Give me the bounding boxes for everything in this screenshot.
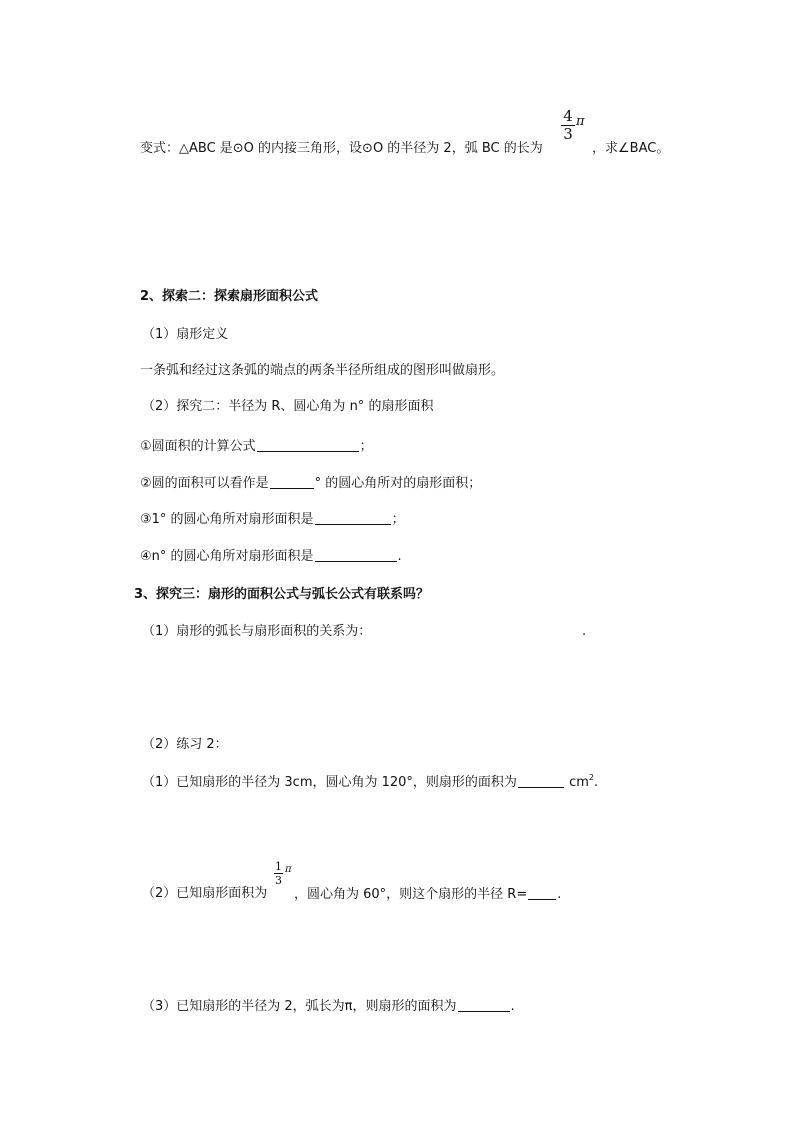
question-2-text: ②圆的面积可以看作是 [140,476,269,491]
question-1 [140,438,373,455]
question-4-end: . [397,549,402,564]
question-2-blank[interactable] [270,475,314,489]
section2-heading: 2、探索二：探索扇形面积公式 [140,289,319,304]
fraction-numerator: 4 [563,107,573,125]
question-4 [140,548,402,565]
fraction-denominator: 3 [563,125,573,143]
practice-2-text: ，圆心角为 60°，则这个扇形的半径 R= [294,887,528,902]
section2-definition: 一条弧和经过这条弧的端点的两条半径所组成的图形叫做扇形。 [140,363,505,378]
practice-1-text: （1）已知扇形的半径为 3cm，圆心角为 120°，则扇形的面积为 [142,775,517,790]
practice-2-end: . [557,887,562,902]
practice-2-rest [294,886,561,903]
variant-prefix: 变式：△ABC 是⊙O 的内接三角形，设⊙O 的半径为 2，弧 BC 的长为 [140,141,543,156]
section3-sub1-end: . [582,624,587,639]
question-3 [140,511,405,528]
question-2-end: ° 的圆心角所对的扇形面积； [314,476,482,491]
question-1-text: ①圆面积的计算公式 [140,439,256,454]
practice-2-blank[interactable] [528,886,556,900]
variant-text-part2: ，求∠BAC。 [592,141,670,156]
practice-2-fraction [274,860,283,887]
variant-pi: π [576,114,585,129]
practice-3-blank[interactable] [458,998,510,1012]
section3-heading: 3、探究三：扇形的面积公式与弧长公式有联系吗？ [134,587,430,602]
practice-1-end: . [593,775,599,790]
variant-text-part1 [140,141,543,157]
fraction-denominator: 3 [275,874,282,887]
practice-2-start: （2）已知扇形面积为 [142,886,268,901]
practice-1-unit-exponent: 2 [588,773,594,782]
practice-1 [142,774,598,791]
question-4-blank[interactable] [315,548,397,562]
practice-3 [142,998,515,1015]
question-1-end: ； [359,439,373,454]
practice-1-unit: cm [569,775,589,790]
section3-sub1: （1）扇形的弧长与扇形面积的关系为： [142,624,372,639]
fraction-numerator: 1 [275,860,282,873]
practice-3-text: （3）已知扇形的半径为 2，弧长为π，则扇形的面积为 [142,999,457,1014]
practice-3-end: . [510,999,515,1014]
question-3-text: ③1° 的圆心角所对扇形面积是 [140,512,314,527]
question-3-blank[interactable] [315,511,391,525]
question-1-blank[interactable] [257,438,359,452]
question-2 [140,475,481,492]
practice-1-blank[interactable] [518,774,564,788]
section2-sub2: （2）探究二：半径为 R、圆心角为 n° 的扇形面积 [142,399,434,414]
question-4-text: ④n° 的圆心角所对扇形面积是 [140,549,314,564]
practice-heading: （2）练习 2： [142,737,228,752]
practice-2-pi: π [285,864,292,875]
question-3-end: ； [391,512,405,527]
variant-fraction [561,108,575,143]
section2-sub1: （1）扇形定义 [142,327,229,342]
